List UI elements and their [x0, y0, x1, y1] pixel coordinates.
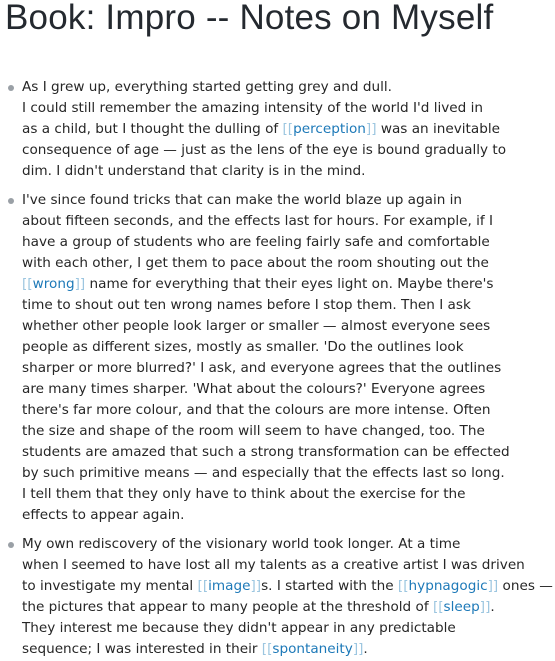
block-text-line: [22, 211, 555, 232]
link-bracket-open: [[: [432, 599, 444, 615]
text-segment: My own rediscovery of the visionary world took longer. At a time: [22, 536, 461, 552]
block-text-line: [22, 576, 555, 597]
link-bracket-close: ]]: [74, 276, 86, 292]
link-bracket-open: [[: [197, 578, 209, 594]
block-text-line: [22, 232, 555, 253]
block-text-line: [22, 639, 555, 660]
text-segment: name for everything that their eyes light on. Maybe there's: [85, 276, 494, 292]
text-segment: sequence; I was interested in their: [22, 641, 262, 657]
text-segment: about fifteen seconds, and the effects last for hours. For example, if I: [22, 213, 493, 229]
text-segment: consequence of age — just as the lens of the eye is bound gradually to: [22, 142, 507, 158]
link-bracket-close: ]]: [250, 578, 262, 594]
block-text-line: [22, 442, 555, 463]
link-label: hypnagogic: [408, 578, 488, 594]
text-segment: ones —: [498, 578, 553, 594]
block-text-line: [22, 484, 555, 505]
text-segment: dim. I didn't understand that clarity is in the mind.: [22, 163, 366, 179]
block-text-line: [22, 98, 555, 119]
block-text-line: [22, 534, 555, 555]
text-segment: the size and shape of the room will seem to have changed, too. The: [22, 423, 485, 439]
text-segment: time to shout out ten wrong names before I stop them. Then I ask: [22, 297, 471, 313]
bullet-icon[interactable]: [8, 542, 14, 548]
text-segment: .: [363, 641, 368, 657]
page-reference-link[interactable]: [262, 641, 364, 657]
block-text-line: [22, 316, 555, 337]
link-bracket-open: [[: [282, 121, 294, 137]
link-label: image: [208, 578, 251, 594]
text-segment: as a child, but I thought the dulling of: [22, 121, 283, 137]
block-text-line: [22, 119, 555, 140]
text-segment: was an inevitable: [376, 121, 500, 137]
block-list: [0, 77, 555, 661]
text-segment: when I seemed to have lost all my talents as a creative artist I was driven: [22, 557, 525, 573]
text-segment: I've since found tricks that can make the world blaze up again in: [22, 192, 463, 208]
text-segment: I tell them that they only have to think about the exercise for the: [22, 486, 466, 502]
bullet-icon[interactable]: [8, 85, 14, 91]
link-label: spontaneity: [272, 641, 353, 657]
text-segment: sharper or more blurred?' I ask, and everyone agrees that the outlines: [22, 360, 502, 376]
block-text-line: [22, 400, 555, 421]
text-segment: .: [490, 599, 495, 615]
block-text-line: [22, 358, 555, 379]
block-text-line: [22, 505, 555, 526]
text-segment: by such primitive means — and especially that the effects last so long.: [22, 465, 505, 481]
text-segment: effects to appear again.: [22, 507, 185, 523]
page-reference-link[interactable]: [398, 578, 498, 594]
link-label: wrong: [32, 276, 75, 292]
block-text-line: [22, 555, 555, 576]
text-segment: students are amazed that such a strong transformation can be effected: [22, 444, 510, 460]
page-reference-link[interactable]: [433, 599, 490, 615]
text-segment: the pictures that appear to many people at the threshold of: [22, 599, 433, 615]
bullet-icon[interactable]: [8, 198, 14, 204]
text-segment: people as different sizes, mostly as smaller. 'Do the outlines look: [22, 339, 464, 355]
text-segment: there's far more colour, and that the colours are more intense. Often: [22, 402, 491, 418]
link-bracket-close: ]]: [365, 121, 377, 137]
text-segment: whether other people look larger or smaller — almost everyone sees: [22, 318, 491, 334]
block-text-line: [22, 421, 555, 442]
page-reference-link[interactable]: [22, 276, 85, 292]
block-item[interactable]: [0, 190, 555, 526]
link-bracket-close: ]]: [487, 578, 499, 594]
text-segment: are many times sharper. 'What about the colours?' Everyone agrees: [22, 381, 486, 397]
block-text-line: [22, 274, 555, 295]
text-segment: with each other, I get them to pace about the room shouting out the: [22, 255, 489, 271]
block-text-line: [22, 379, 555, 400]
link-bracket-close: ]]: [352, 641, 364, 657]
text-segment: have a group of students who are feeling fairly safe and comfortable: [22, 234, 490, 250]
text-segment: I could still remember the amazing intensity of the world I'd lived in: [22, 100, 483, 116]
block-text-line: [22, 253, 555, 274]
block-item[interactable]: [0, 534, 555, 660]
page-reference-link[interactable]: [198, 578, 262, 594]
block-item[interactable]: [0, 77, 555, 182]
link-label: perception: [293, 121, 366, 137]
link-bracket-open: [[: [22, 276, 33, 292]
block-text-line: [22, 463, 555, 484]
block-text-line: [22, 295, 555, 316]
link-label: sleep: [443, 599, 480, 615]
block-text-line: [22, 140, 555, 161]
block-text-line: [22, 77, 555, 98]
text-segment: As I grew up, everything started getting grey and dull.: [22, 79, 392, 95]
page-title: Book: Impro -- Notes on Myself: [5, 0, 494, 37]
link-bracket-open: [[: [397, 578, 409, 594]
block-text-line: [22, 618, 555, 639]
link-bracket-open: [[: [261, 641, 273, 657]
link-bracket-close: ]]: [479, 599, 491, 615]
block-text-line: [22, 190, 555, 211]
page-reference-link[interactable]: [283, 121, 377, 137]
block-text-line: [22, 597, 555, 618]
text-segment: to investigate my mental: [22, 578, 198, 594]
block-text-line: [22, 337, 555, 358]
text-segment: s. I started with the: [261, 578, 398, 594]
block-text-line: [22, 161, 555, 182]
text-segment: They interest me because they didn't appear in any predictable: [22, 620, 456, 636]
